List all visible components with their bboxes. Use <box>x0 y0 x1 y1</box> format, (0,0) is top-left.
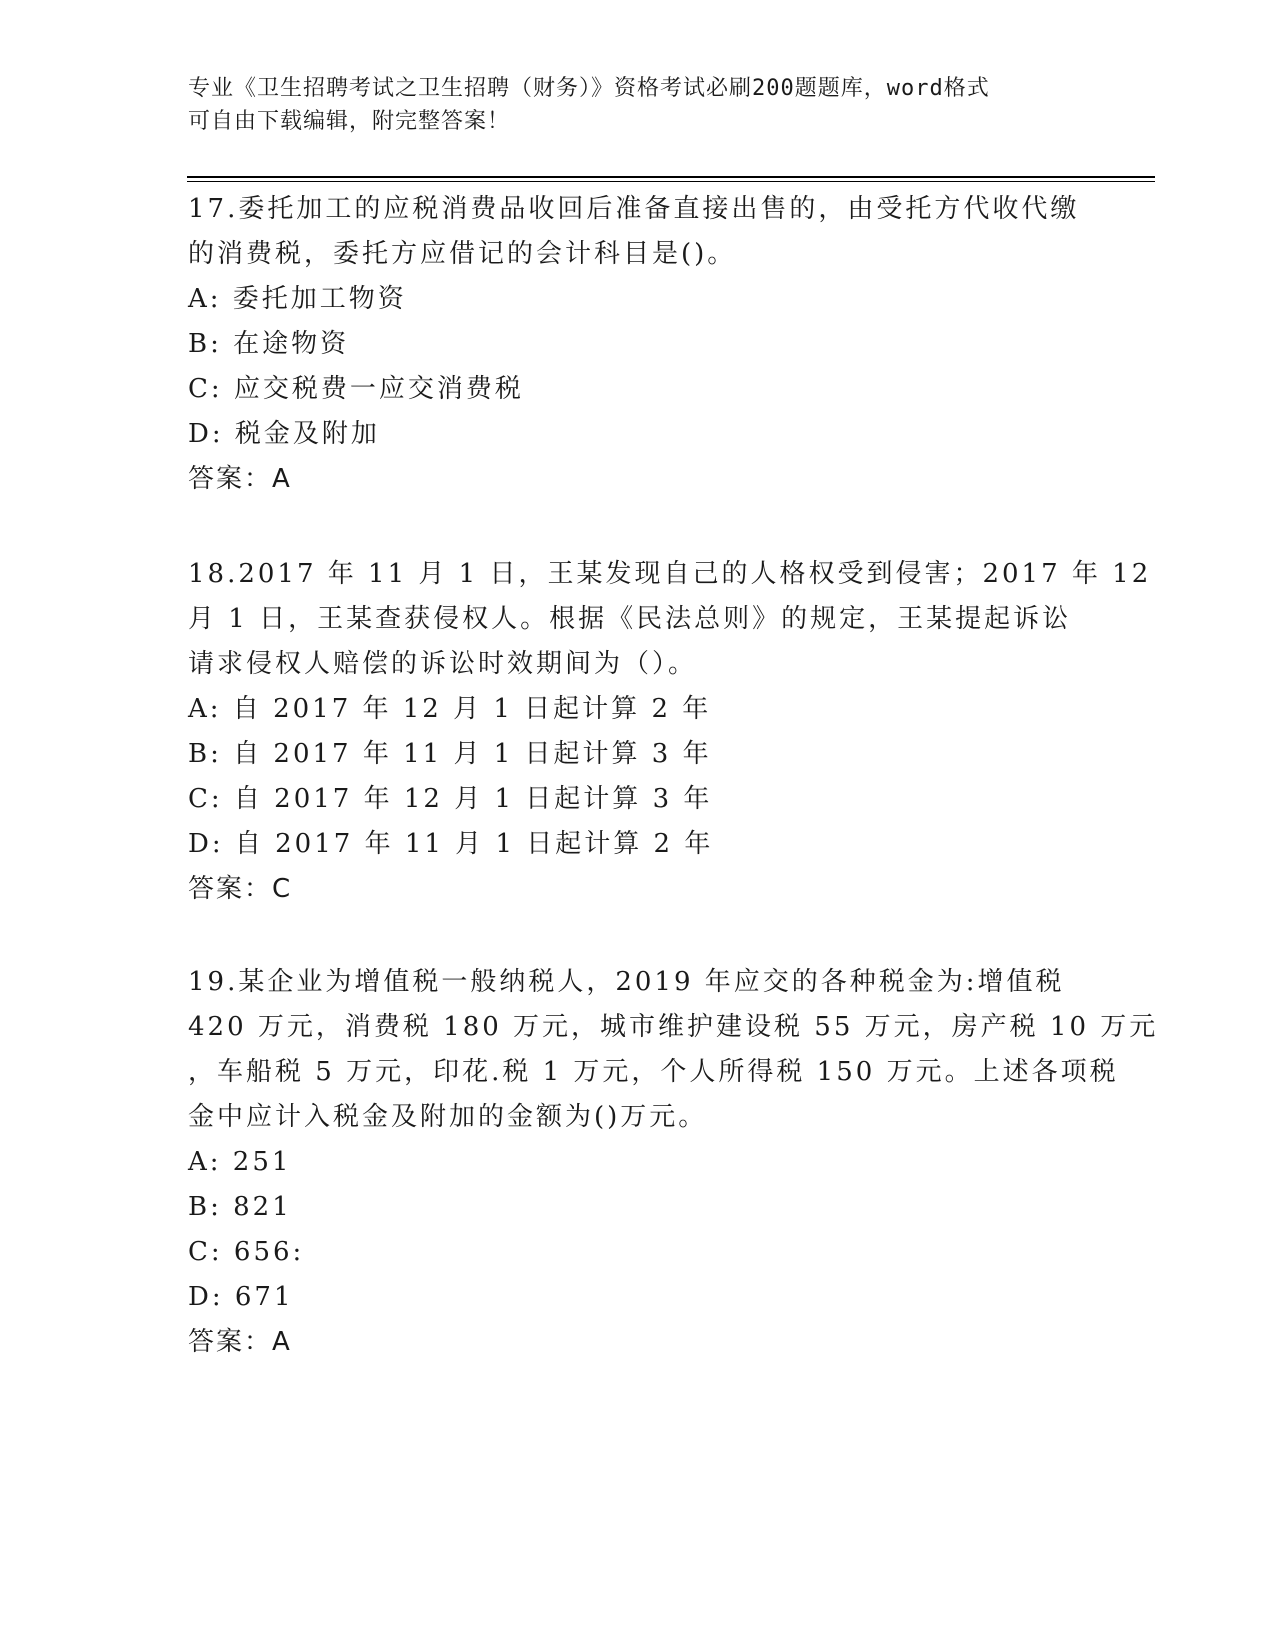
option-d: D: 671 <box>188 1282 294 1312</box>
answer-label: 答案：A <box>188 464 292 494</box>
question-19 <box>188 960 1159 1365</box>
question-17 <box>188 187 1088 502</box>
header-divider-thin <box>187 181 1155 182</box>
option-b: B: 自 2017 年 11 月 1 日起计算 3 年 <box>188 739 712 769</box>
option-d: D: 自 2017 年 11 月 1 日起计算 2 年 <box>188 829 714 859</box>
option-a: A: 251 <box>188 1147 292 1177</box>
question-text-line: 17.委托加工的应税消费品收回后准备直接出售的，由受托方代收代缴 <box>188 194 1080 224</box>
option-b: B: 821 <box>188 1192 292 1222</box>
question-text-line: ，车船税 5 万元，印花.税 1 万元，个人所得税 150 万元。上述各项税 <box>188 1057 1119 1087</box>
option-d: D: 税金及附加 <box>188 419 380 449</box>
option-c: C: 自 2017 年 12 月 1 日起计算 3 年 <box>188 784 713 814</box>
question-18 <box>188 552 1152 912</box>
question-text-line: 请求侵权人赔偿的诉讼时效期间为（）。 <box>188 649 698 679</box>
question-text-line: 金中应计入税金及附加的金额为()万元。 <box>188 1102 708 1132</box>
question-text-line: 19.某企业为增值税一般纳税人，2019 年应交的各种税金为:增值税 <box>188 967 1065 997</box>
question-text-line: 的消费税，委托方应借记的会计科目是()。 <box>188 239 737 269</box>
option-c: C: 应交税费一应交消费税 <box>188 374 524 404</box>
question-text-line: 月 1 日，王某查获侵权人。根据《民法总则》的规定，王某提起诉讼 <box>188 604 1072 634</box>
answer-label: 答案：C <box>188 874 293 904</box>
option-a: A: 委托加工物资 <box>188 284 407 314</box>
option-b: B: 在途物资 <box>188 329 350 359</box>
header-line-1: 专业《卫生招聘考试之卫生招聘（财务）》资格考试必刷200题题库，word格式 <box>188 76 990 101</box>
header-divider-thick <box>187 176 1155 178</box>
question-text-line: 420 万元，消费税 180 万元，城市维护建设税 55 万元，房产税 10 万元 <box>188 1012 1159 1042</box>
option-c: C: 656: <box>188 1237 305 1267</box>
option-a: A: 自 2017 年 12 月 1 日起计算 2 年 <box>188 694 712 724</box>
question-text-line: 18.2017 年 11 月 1 日，王某发现自己的人格权受到侵害；2017 年 12 <box>188 559 1152 589</box>
document-header <box>188 72 1088 138</box>
header-line-2: 可自由下载编辑，附完整答案！ <box>188 109 511 134</box>
answer-label: 答案：A <box>188 1327 292 1357</box>
